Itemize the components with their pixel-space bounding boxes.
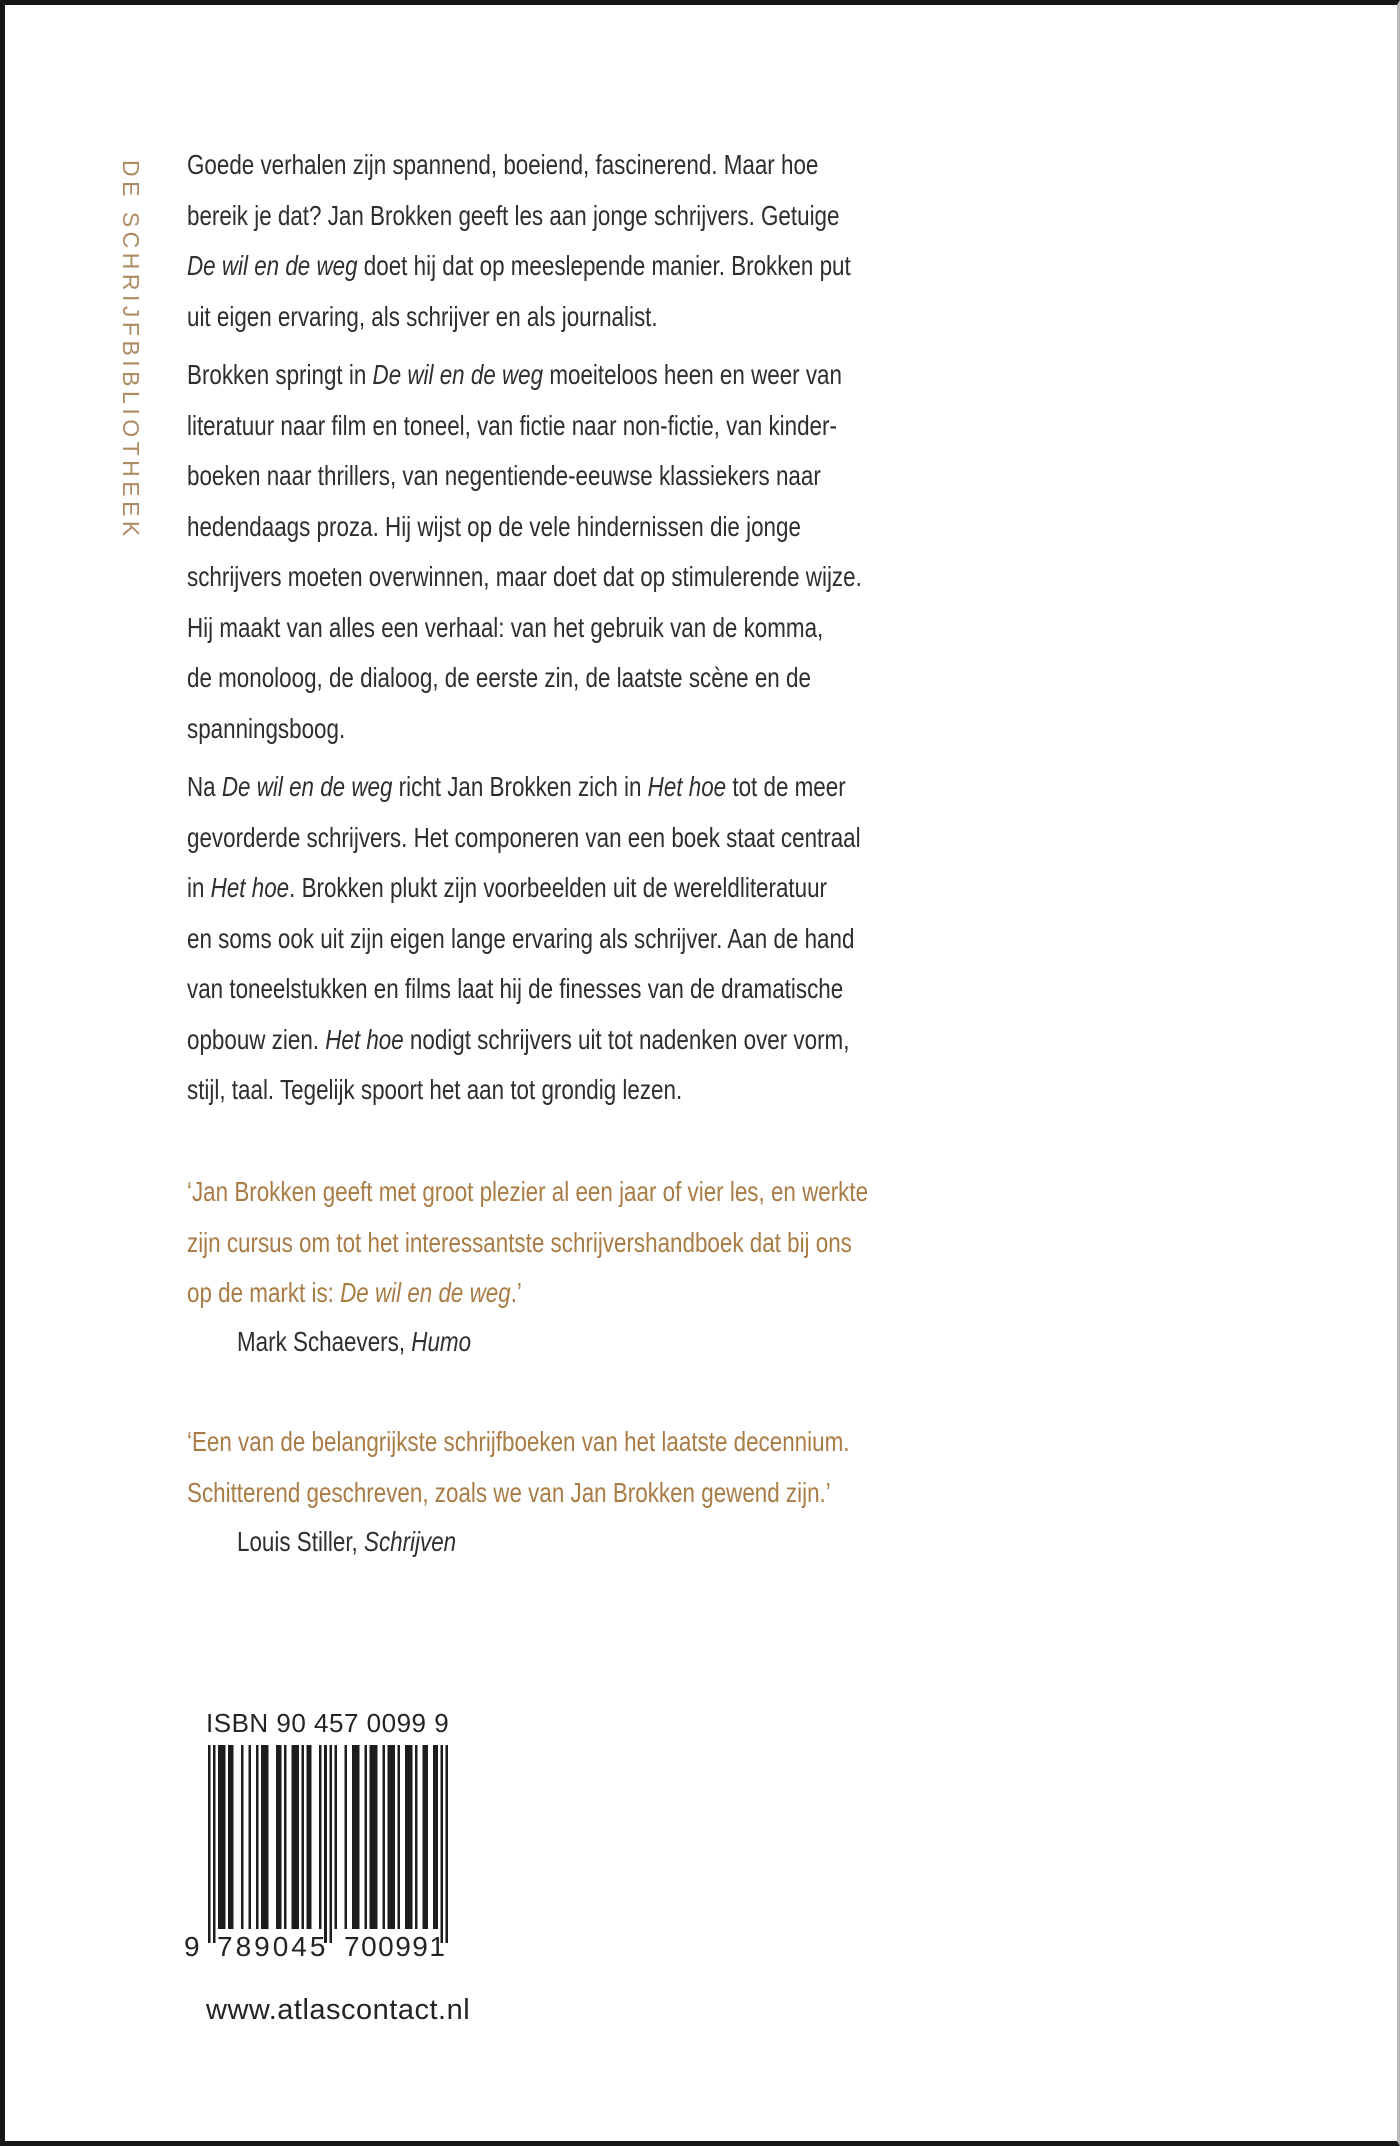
barcode-digits-right: 700991 [344, 1931, 447, 1962]
text-line [187, 762, 862, 813]
text-line [187, 1268, 868, 1319]
text-line [187, 1417, 849, 1468]
text-line [187, 1167, 868, 1218]
text-segment: gevorderde schrijvers. Het componeren van een boek staat centraal [187, 821, 861, 853]
text-segment: in [187, 872, 211, 903]
text-segment: De wil en de weg [372, 359, 544, 390]
text-segment: Het hoe [210, 872, 290, 903]
text-line [187, 451, 862, 502]
text-line [187, 964, 862, 1015]
text-segment: doet hij dat op meeslepende manier. Brokken put [357, 250, 851, 281]
publisher-website: www.atlascontact.nl [206, 1994, 471, 2026]
text-line [187, 813, 862, 864]
text-segment: nodigt schrijvers uit tot nadenken over vorm, [403, 1023, 850, 1055]
text-line [187, 292, 862, 343]
text-segment: van toneelstukken en films laat hij de finesses van de dramatische [187, 973, 844, 1004]
text-segment: de monoloog, de dialoog, de eerste zin, de laatste scène en de [187, 662, 811, 693]
text-segment: Het hoe [647, 771, 727, 802]
text-line [187, 704, 862, 755]
text-segment: schrijvers moeten overwinnen, maar doet dat op stimulerende wijze. [187, 561, 862, 592]
text-segment: spanningsboog. [187, 712, 346, 744]
text-segment: moeiteloos heen en weer van [543, 359, 842, 390]
ean-barcode [184, 1745, 448, 1975]
text-line [187, 653, 862, 704]
text-segment: De wil en de weg [221, 771, 393, 802]
text-segment: Het hoe [325, 1023, 404, 1055]
text-segment: ‘Jan Brokken geeft met groot plezier al een jaar of vier les, en werkte [187, 1176, 869, 1207]
review-quote-1 [187, 1167, 868, 1319]
text-line [187, 603, 862, 654]
text-segment: De wil en de weg [187, 250, 358, 281]
review-quote-2 [187, 1417, 849, 1518]
text-segment: richt Jan Brokken zich in [392, 771, 648, 802]
text-line [187, 863, 862, 914]
text-segment: . Brokken plukt zijn voorbeelden uit de wereldliteratuur [289, 872, 828, 903]
text-segment: Goede verhalen zijn spannend, boeiend, fascinerend. Maar hoe [187, 149, 819, 180]
barcode-bars [208, 1745, 448, 1943]
text-line [187, 1015, 862, 1066]
text-segment: Na [187, 771, 222, 802]
text-segment: opbouw zien. [187, 1023, 326, 1055]
text-line [187, 191, 862, 242]
text-segment: uit eigen ervaring, als schrijver en als journalist. [187, 300, 658, 332]
isbn-label: ISBN 90 457 0099 9 [206, 1708, 450, 1738]
text-segment: Brokken springt in [187, 359, 373, 390]
text-line [187, 1218, 868, 1269]
text-line [187, 140, 862, 191]
text-segment: literatuur naar film en toneel, van fictie naar non-fictie, van kinder- [187, 409, 837, 441]
text-line [187, 401, 862, 452]
text-segment: stijl, taal. Tegelijk spoort het aan tot grondig lezen. [187, 1074, 683, 1105]
text-line [187, 1468, 849, 1519]
text-segment: tot de meer [726, 771, 846, 802]
text-segment: zijn cursus om tot het interessantste schrijvershandboek dat bij ons [187, 1226, 852, 1258]
text-segment: Schrijven [364, 1526, 457, 1557]
text-segment: boeken naar thrillers, van negentiende-eeuwse klassiekers naar [187, 460, 821, 491]
text-line [187, 350, 862, 401]
text-segment: .’ [510, 1277, 522, 1308]
barcode-digits-left: 789045 [217, 1931, 329, 1962]
text-segment: De wil en de weg [340, 1277, 511, 1308]
text-segment: ‘Een van de belangrijkste schrijfboeken van het laatste decennium. [187, 1426, 850, 1457]
text-line [187, 241, 862, 292]
text-segment: Hij maakt van alles een verhaal: van het gebruik van de komma, [187, 611, 824, 643]
barcode-digit-lead: 9 [184, 1931, 200, 1962]
text-segment: en soms ook uit zijn eigen lange ervaring als schrijver. Aan de hand [187, 922, 855, 954]
text-line [187, 502, 862, 553]
text-segment: bereik je dat? Jan Brokken geeft les aan jonge schrijvers. Getuige [187, 199, 840, 231]
text-segment: Mark Schaevers, [237, 1326, 412, 1357]
text-segment: Humo [411, 1326, 472, 1357]
text-line [187, 552, 862, 603]
text-segment: Schitterend geschreven, zoals we van Jan Brokken gewend zijn.’ [187, 1476, 831, 1508]
text-segment: hedendaags proza. Hij wijst op de vele hindernissen die jonge [187, 510, 801, 542]
text-segment: Louis Stiller, [237, 1526, 364, 1557]
series-title-vertical: DE SCHRIJFBIBLIOTHEEK [118, 160, 144, 541]
text-line [187, 914, 862, 965]
text-line [187, 1065, 862, 1116]
blurb-text [187, 140, 862, 1116]
text-segment: op de markt is: [187, 1277, 341, 1308]
review-attribution-1 [237, 1317, 471, 1368]
review-attribution-2 [237, 1517, 456, 1568]
